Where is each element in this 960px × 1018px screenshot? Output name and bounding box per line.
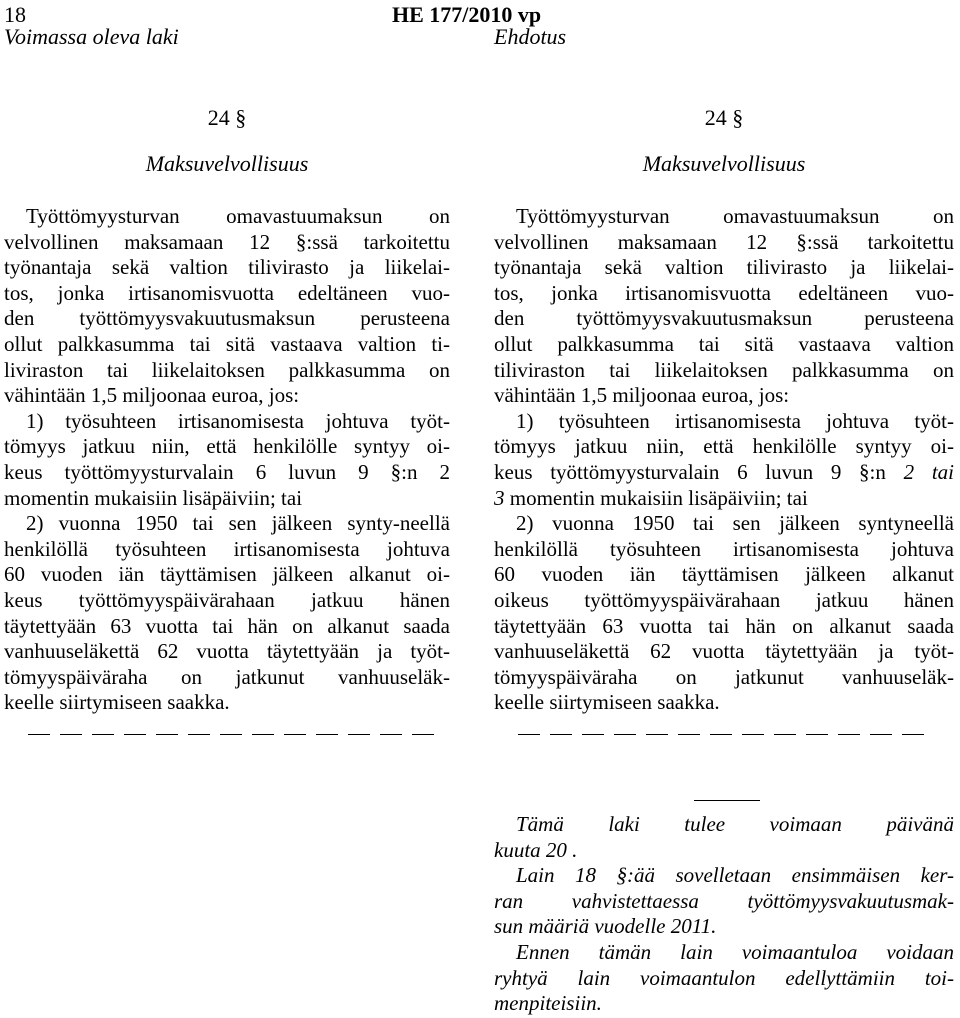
separator-rule [694,800,760,801]
text-line: vanhuuseläkettä 62 vuotta täytettyään ja työt- [4,639,450,664]
text-line: 2) vuonna 1950 tai sen jälkeen syntyneellä [516,511,954,536]
text-line: ran vahvistettaessa työttömyysvakuutusmak- [494,888,954,913]
text-line: liviraston tai liikelaitoksen palkkasumma on [4,357,450,382]
text-line: oikeus työttömyyspäivärahaan jatkuu hänen [494,587,954,612]
text-line: Työttömyysturvan omavastuumaksun on [26,204,450,228]
text-line: Ennen tämän lain voimaantuloa voidaan [516,939,954,964]
amended-text: 2 tai [903,459,955,484]
text-line: 1) työsuhteen irtisanomisesta johtuva työt- [516,408,954,433]
current-law-column [4,100,450,735]
text-line: työnantaja sekä valtion tilivirasto ja liikelai- [494,255,954,280]
section-title: Maksuvelvollisuus [642,151,806,176]
omission-dashes [4,720,450,735]
left-column-heading: Voimassa oleva laki [4,24,179,49]
page-number: 18 [4,2,26,27]
text-line: sun määriä vuodelle 2011. [494,914,717,939]
text-line: vanhuuseläkettä 62 vuotta täytettyään ja työt- [494,639,954,664]
text-line-part: keus työttömyysturvalain 6 luvun 9 §:n [494,459,904,484]
text-line: täytettyään 63 vuotta tai hän on alkanut saada [494,613,954,638]
text-line: velvollinen maksamaan 12 §:ssä tarkoitettu [494,229,954,254]
transitional-provisions [494,812,954,1017]
omission-dashes [494,720,954,735]
section-body [4,204,450,716]
text-line: ollut palkkasumma tai sitä vastaava valtion ti- [4,331,450,356]
section-title: Maksuvelvollisuus [145,151,309,176]
text-line: ollut palkkasumma tai sitä vastaava valtion [494,331,954,356]
proposal-column [494,100,954,735]
section-body [494,204,954,716]
text-line-amended [494,460,954,486]
text-line: Työttömyysturvan omavastuumaksun on [516,204,954,228]
text-line: 1) työsuhteen irtisanomisesta johtuva työt- [26,408,450,433]
text-line: Lain 18 §:ää sovelletaan ensimmäisen ker- [516,863,954,888]
text-line: työnantaja sekä valtion tilivirasto ja liikelai- [4,255,450,280]
text-line: tos, jonka irtisanomisvuotta edeltäneen vuo- [494,280,954,305]
section-number: 24 § [704,105,744,130]
document-id: HE 177/2010 vp [392,2,542,27]
text-line: keelle siirtymiseen saakka. [4,690,230,715]
text-line: Tämä laki tulee voimaan päivänä [516,812,954,836]
text-line: tömyys jatkuu niin, että henkilölle syntyy oi- [4,434,450,459]
text-line: den työttömyysvakuutusmaksun perusteena [494,306,954,331]
text-line: vähintään 1,5 miljoonaa euroa, jos: [494,383,790,408]
text-line: den työttömyysvakuutusmaksun perusteena [4,306,450,331]
right-column-heading: Ehdotus [494,24,567,49]
section-number: 24 § [207,105,247,130]
text-line-amended [494,486,954,512]
text-line: keelle siirtymiseen saakka. [494,690,720,715]
text-line: 60 vuoden iän täyttämisen jälkeen alkanut oi- [4,562,450,587]
text-line: ryhtyä lain voimaantulon edellyttämiin toi- [494,965,954,990]
text-line: tiliviraston tai liikelaitoksen palkkasumma on [494,357,954,382]
text-line: keus työttömyyspäivärahaan jatkuu hänen [4,587,450,612]
text-line: velvollinen maksamaan 12 §:ssä tarkoitettu [4,229,450,254]
text-line: momentin mukaisiin lisäpäiviin; tai [4,485,303,510]
text-line: henkilöllä työsuhteen irtisanomisesta johtuva [4,536,450,561]
text-line: keus työttömyysturvalain 6 luvun 9 §:n 2 [4,459,450,484]
amended-text: 3 [494,485,505,510]
text-line: tömyyspäiväraha on jatkunut vanhuuseläk- [4,664,450,689]
text-line-part: momentin mukaisiin lisäpäiviin; tai [509,485,808,510]
text-line: kuuta 20 . [494,837,578,862]
text-line: tömyys jatkuu niin, että henkilölle syntyy oi- [494,434,954,459]
text-line: henkilöllä työsuhteen irtisanomisesta johtuva [494,536,954,561]
text-line: menpiteisiin. [494,991,602,1016]
text-line: 2) vuonna 1950 tai sen jälkeen synty-neellä [26,511,450,536]
text-line: täytettyään 63 vuotta tai hän on alkanut saada [4,613,450,638]
text-line: tos, jonka irtisanomisvuotta edeltäneen vuo- [4,280,450,305]
text-line: vähintään 1,5 miljoonaa euroa, jos: [4,383,300,408]
text-line: tömyyspäiväraha on jatkunut vanhuuseläk- [494,664,954,689]
text-line: 60 vuoden iän täyttämisen jälkeen alkanut [494,562,954,587]
